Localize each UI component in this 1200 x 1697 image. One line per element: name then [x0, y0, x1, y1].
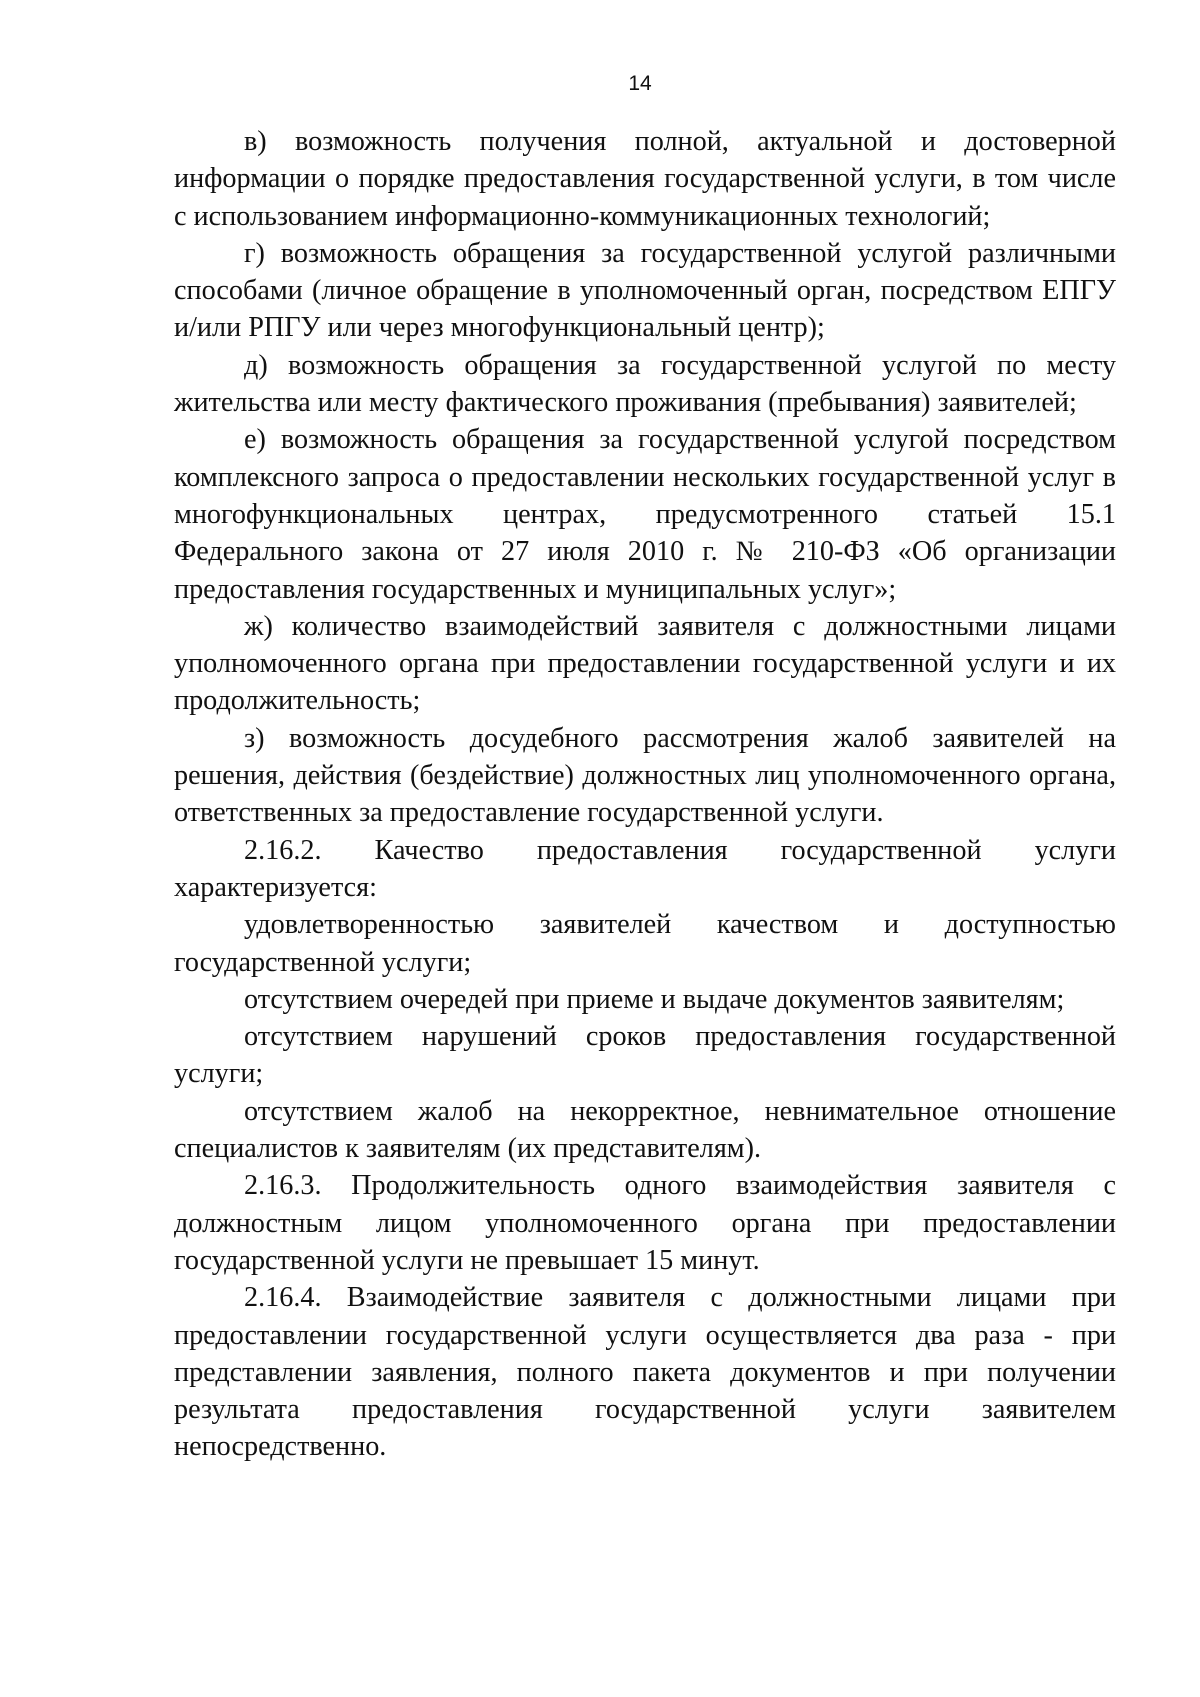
paragraph-g: г) возможность обращения за государственной услугой различными способами (личное обращение в уполномоченный орган, посредством ЕПГУ и/или РПГУ или через многофункциональный центр);: [174, 237, 1124, 344]
paragraph-no-complaints: отсутствием жалоб на некорректное, невнимательное отношение специалистов к заявителям (их представителям).: [174, 1095, 1124, 1165]
paragraph-zh: ж) количество взаимодействий заявителя с должностными лицами уполномоченного органа при предоставлении государственной услуги и их продолжительность;: [174, 610, 1124, 717]
paragraph-v: в) возможность получения полной, актуальной и достоверной информации о порядке предоставления государственной услуги, в том числе с использованием информационно-коммуникационных технологий;: [174, 126, 1124, 232]
paragraph-d: д) возможность обращения за государственной услугой по месту жительства или месту фактического проживания (пребывания) заявителей;: [174, 349, 1124, 419]
paragraph-z: з) возможность досудебного рассмотрения жалоб заявителей на решения, действия (бездействие) должностных лиц уполномоченного органа, ответственных за предоставление государственной услуги.: [174, 722, 1124, 829]
paragraph-2-16-2: 2.16.2. Качество предоставления государственной услуги характеризуется:: [174, 834, 1124, 903]
paragraph-2-16-4: 2.16.4. Взаимодействие заявителя с должностными лицами при предоставлении государственной услуги осуществляется два раза - при представлении заявления, полного пакета документов и при получении результата предоставления государственной услуги заявителем непосредственно.: [174, 1282, 1124, 1463]
paragraph-no-queues: отсутствием очередей при приеме и выдаче документов заявителям;: [244, 983, 1065, 1015]
paragraph-2-16-3: 2.16.3. Продолжительность одного взаимодействия заявителя с должностным лицом уполномоченного органа при предоставлении государственной услуги не превышает 15 минут.: [174, 1170, 1124, 1276]
page-number: 14: [628, 72, 652, 95]
paragraph-satisfaction: удовлетворенностью заявителей качеством и доступностью государственной услуги;: [174, 909, 1124, 978]
paragraph-no-deadline-violations: отсутствием нарушений сроков предоставления государственной услуги;: [174, 1021, 1124, 1090]
paragraph-e: е) возможность обращения за государственной услугой посредством комплексного запроса о предоставлении нескольких государственной услуг в многофункциональных центрах, предусмотренного статьей 15.1 Федерального закона от 27 июля 2010 г. № 210-ФЗ «Об организации предоставления государственных и муниципальных услуг»;: [174, 424, 1124, 605]
document-body: [174, 123, 1124, 1466]
